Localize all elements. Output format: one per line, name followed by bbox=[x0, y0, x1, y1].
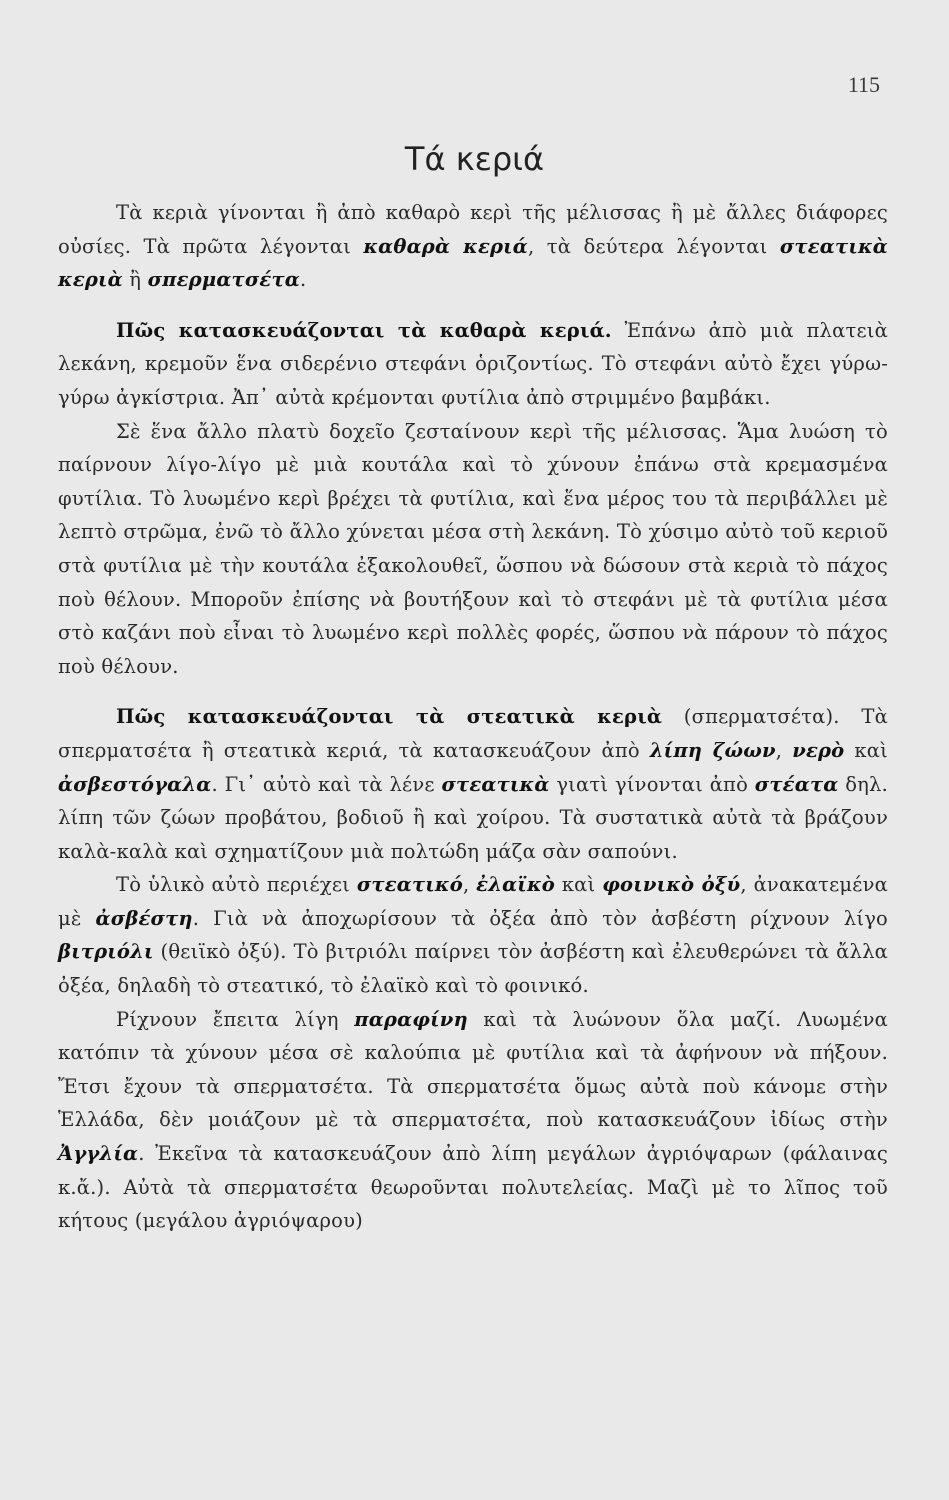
text-run: Τὰ κεριὰ γίνονται ἢ ἀπὸ καθαρὸ κερὶ τῆς μέλισσας ἢ μὲ ἄλλες διάφορες οὐσίες. Τὰ πρῶτα λέγονται bbox=[58, 201, 888, 258]
text-run: , ἀνακατεμένα μὲ bbox=[58, 873, 889, 930]
emphasis: στεατικό bbox=[356, 873, 463, 897]
section-heading: Πῶς κατασκευάζονται τὰ καθαρὰ κεριά. bbox=[116, 318, 612, 342]
text-run: Ρίχνουν ἔπειτα λίγη bbox=[116, 1007, 355, 1031]
emphasis: βιτριόλι bbox=[58, 940, 154, 964]
text-run: Σὲ ἕνα ἄλλο πλατὺ δοχεῖο ζεσταίνουν κερὶ τῆς μέλισσας. Ἅμα λυώση τὸ παίρνουν λίγο-λίγο μὲ μιὰ κουτάλα καὶ τὸ χύνουν ἐπάνω στὰ κρεμασμένα φυτίλια. Τὸ λυωμένο κερὶ βρέχει τὰ φυτίλια, καὶ ἕνα μέρος του τὰ περιβάλλει μὲ λεπτὸ στρῶμα, ἐνῶ τὸ ἄλλο χύνεται μέσα στὴ λεκάνη. Τὸ χύσιμο αὐτὸ τοῦ κεριοῦ στὰ φυτίλια μὲ τὴν κουτάλα ἐξακολουθεῖ, ὥσπου νὰ δώσουν στὰ κεριὰ τὸ πάχος ποὺ θέλουν. Μποροῦν ἐπίσης νὰ βουτήξουν καὶ τὸ στεφάνι μὲ τὰ φυτίλια μέσα στὸ καζάνι ποὺ εἶναι τὸ λυωμένο κερὶ πολλὲς φορές, ὥσπου νὰ πάρουν τὸ πάχος ποὺ θέλουν. bbox=[58, 419, 888, 678]
text-run: καὶ bbox=[554, 873, 603, 897]
paragraph-1 bbox=[58, 196, 888, 297]
text-run: (σπερματσέτα). Τὰ σπερματσέτα ἢ στεατικὰ κεριά, τὰ κατασκευάζουν ἀπὸ bbox=[58, 705, 889, 762]
paragraph-3 bbox=[58, 415, 888, 684]
text-run: ἢ bbox=[122, 268, 148, 292]
text-run: δηλ. λίπη τῶν ζώων προβάτου, βοδιοῦ ἢ καὶ χοίρου. Τὰ συστατικὰ αὐτὰ τὰ βράζουν καλὰ-καλὰ καὶ σχηματίζουν μιὰ πολτώδη μάζα σὰν σαπούνι. bbox=[58, 772, 889, 863]
emphasis: Ἀγγλία bbox=[58, 1142, 139, 1166]
emphasis: ἀσβεστόγαλα bbox=[58, 772, 212, 796]
text-run: (θειϊκὸ ὀξύ). Τὸ βιτριόλι παίρνει τὸν ἀσβέστη καὶ ἐλευθερώνει τὰ ἄλλα ὀξέα, δηλαδὴ τὸ στεατικό, τὸ ἐλαϊκὸ καὶ τὸ φοινικό. bbox=[58, 940, 888, 998]
emphasis: λίπη ζώων bbox=[649, 738, 776, 762]
emphasis: νερὸ bbox=[792, 738, 845, 762]
text-run: , bbox=[775, 738, 793, 762]
text-run: Ἐπάνω ἀπὸ μιὰ πλατειὰ λεκάνη, κρεμοῦν ἕνα σιδερένιο στεφάνι ὁριζοντίως. Τὸ στεφάνι αὐτὸ ἔχει γύρω-γύρω ἀγκίστρια. Ἀπ᾿ αὐτὰ κρέμονται φυτίλια ἀπὸ στριμμένο βαμβάκι. bbox=[58, 318, 888, 409]
emphasis: σπερματσέτα bbox=[147, 268, 301, 292]
text-run: . Ἐκεῖνα τὰ κατασκευάζουν ἀπὸ λίπη μεγάλων ἀγριόψαρων (φάλαινας κ.ἄ.). Αὐτὰ τὰ σπερματσέτα θεωροῦνται πολυτελείας. Μαζὶ μὲ το λῖπος τοῦ κήτους (μεγάλου ἀγριόψαρου) bbox=[58, 1142, 888, 1233]
emphasis: ἀσβέστη bbox=[95, 906, 193, 930]
page-number: 115 bbox=[847, 72, 880, 97]
text-run: , bbox=[462, 873, 477, 897]
emphasis: στεατικὰ κεριὰ bbox=[58, 234, 888, 292]
section-heading: Πῶς κατασκευάζονται τὰ στεατικὰ κεριὰ bbox=[116, 705, 663, 729]
text-run: γιατὶ γίνονται ἀπὸ bbox=[549, 772, 755, 796]
paragraph-2 bbox=[58, 314, 888, 415]
emphasis: στέατα bbox=[754, 772, 839, 796]
text-run: . bbox=[300, 268, 307, 292]
text-run: . Γι᾿ αὐτὸ καὶ τὰ λένε bbox=[211, 772, 442, 796]
emphasis: ἐλαϊκὸ bbox=[476, 873, 555, 897]
text-run: καὶ τὰ λυώνουν ὅλα μαζί. Λυωμένα κατόπιν τὰ χύνουν μέσα σὲ καλούπια μὲ φυτίλια καὶ τὰ ἀφήνουν νὰ πήξουν. Ἔτσι ἔχουν τὰ σπερματσέτα. Τὰ σπερματσέτα ὅμως αὐτὰ ποὺ κάνομε στὴν Ἑλλάδα, δὲν μοιάζουν μὲ τὰ σπερματσέτα, ποὺ κατασκευάζουν ἰδίως στὴν bbox=[58, 1007, 888, 1132]
emphasis: στεατικὰ bbox=[441, 772, 550, 796]
text-run: Τὸ ὑλικὸ αὐτὸ περιέχει bbox=[116, 873, 357, 897]
paragraph-4 bbox=[58, 700, 888, 868]
paragraph-5 bbox=[58, 868, 888, 1002]
paragraph-6 bbox=[58, 1003, 888, 1238]
body-text bbox=[58, 196, 888, 1238]
emphasis: φοινικὸ ὀξύ bbox=[602, 873, 741, 897]
text-run: , τὰ δεύτερα λέγονται bbox=[528, 234, 780, 258]
emphasis: παραφίνη bbox=[354, 1007, 468, 1031]
chapter-title: Τά κεριά bbox=[404, 140, 545, 178]
emphasis: καθαρὰ κεριά bbox=[363, 234, 529, 258]
text-run: καὶ bbox=[844, 738, 889, 762]
text-run: . Γιὰ νὰ ἀποχωρίσουν τὰ ὀξέα ἀπὸ τὸν ἀσβέστη ρίχνουν λίγο bbox=[192, 906, 889, 930]
